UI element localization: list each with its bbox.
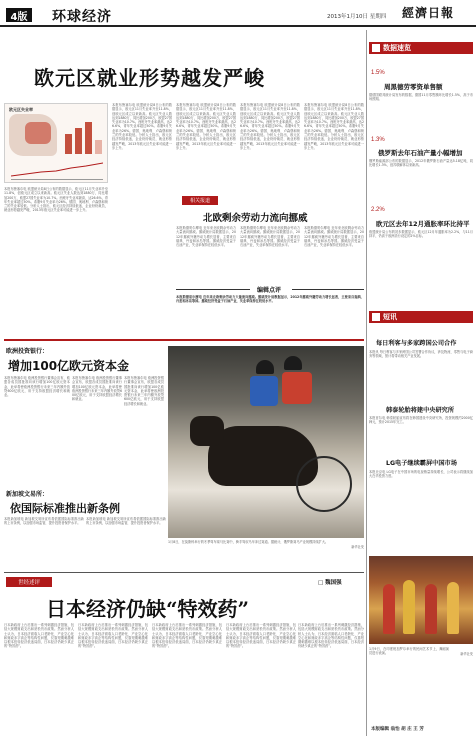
euro-capital-body: 本报布鲁塞尔电 欧洲投资银行董事会宣布，欧盟各成员国批准向该行增加100亿欧元资本金，此举将使欧洲投资银行未来三年内额外放贷600亿欧元，用于支持欧盟经济增长和就业。: [4, 376, 70, 398]
editor-review-body: 本报斯德哥尔摩电 近年来北欧剩余劳动力大量流向挪威。挪威统计局数据显示，2012年挪威外籍劳动力增长显著，主要来自瑞典、丹麦和冰岛等国。挪威经济受益于石油产业，失业率保持在较低水平。: [176, 295, 364, 304]
date-line: 2013年1月10日 星期四: [327, 14, 387, 20]
rider-jacket-2: [282, 372, 312, 404]
line-graphic: [11, 160, 103, 180]
india-photo-credit: 新华社发: [460, 652, 473, 656]
data-brief-icon: [372, 44, 380, 52]
data-item-1-headline: 周黑德劳零资单售额: [384, 83, 443, 91]
data-item-2-headline: 俄罗斯去年石油产量小幅增加: [378, 149, 463, 157]
section-title: 环球经济: [52, 9, 112, 25]
data-brief-title: 数据速览: [383, 44, 411, 52]
horse-head: [190, 416, 224, 446]
data-item-1-body: 据德国联邦统计局发布的数据，德国11月零售额环比增长1.5%，高于市场预期。: [369, 93, 473, 102]
short-item-3-body: 本报北京电 LG电子在中国市场的电视销量持续增长，公司表示将继续加大在华投资力度。: [369, 470, 473, 479]
commentary-body-4: 日本新政府上台后推出一系列刺激经济措施，包括大规模财政支出和宽松货币政策。然而分析人士认为，日本经济面临人口老龄化、产业空心化和财政赤字高企等结构性问题，仅靠短期刺激难以根本扭转经济低迷局面，日本经济仍缺少真正的“特效药”。: [226, 623, 296, 649]
india-dance-photo: [369, 556, 473, 644]
trend-line-icon: [11, 160, 103, 180]
commentary-tag: [6, 577, 52, 587]
bar-graphic-3: [85, 122, 92, 154]
lead-bottom-rule: [4, 339, 364, 341]
commentary-body-2: 日本新政府上台后推出一系列刺激经济措施，包括大规模财政支出和宽松货币政策。然而分析人士认为，日本经济面临人口老龄化、产业空心化和财政赤字高企等结构性问题，仅靠短期刺激难以根本扭转经济低迷局面，日本经济仍缺少真正的“特效药”。: [78, 623, 148, 649]
bar-graphic-1: [65, 134, 72, 154]
bar-graphic-4: [95, 140, 102, 154]
commentary-body-5: 日本新政府上台后推出一系列刺激经济措施，包括大规模财政支出和宽松货币政策。然而分析人士认为，日本经济面临人口老龄化、产业空心化和财政赤字高企等结构性问题，仅靠短期刺激难以根本扭转经济低迷局面，日本经济仍缺少真正的“特效药”。: [298, 623, 364, 649]
rider-helmet-2: [284, 356, 302, 370]
north-europe-body: 本报斯德哥尔摩电 近年来北欧剩余劳动力大量流向挪威。挪威统计局数据显示，2012年挪威外籍劳动力增长显著，主要来自瑞典、丹麦和冰岛等国。挪威经济受益于石油产业，失业率保持在较低水平。: [176, 226, 236, 248]
north-europe-body-3: 本报斯德哥尔摩电 近年来北欧剩余劳动力大量流向挪威。挪威统计局数据显示，2012年挪威外籍劳动力增长显著，主要来自瑞典、丹麦和冰岛等国。挪威经济受益于石油产业，失业率保持在较低水平。: [304, 226, 364, 248]
masthead-rule: [0, 25, 476, 27]
sg-kicker: 新加坡文易所：: [6, 491, 49, 498]
horse-photo-caption: 1月8日，在莫斯科举行的冬季驾车赛马比赛中，骑手驾驭马车冲过赛道。据统计，俄罗斯赛马产业规模持续扩大。: [168, 540, 329, 544]
short-item-1-body: 本报讯 每日利客与多家跨国公司签署合作协议，涉及物流、零售与电子商务等领域，预计将带动相关产业发展。: [369, 350, 473, 359]
data-item-3-headline: 欧元区去年12月通胀率环比持平: [376, 220, 470, 228]
data-item-1-pct: 1.5%: [371, 70, 385, 76]
horse-race-photo: [168, 346, 364, 538]
editor-rule-right: [292, 289, 364, 290]
lead-body-col2: 本报布鲁塞尔电 欧盟统计局8日公布的数据显示，欧元区11月失业率升至11.8%，创欧元区成立以来新高。欧元区失业人数达到1880万，同比增加200万，欧盟27国失业率为10.7%。西班牙失业率最高，达26.6%，青年失业率超过50%。希腊9月失业率为26%。德国、奥地利、卢森堡和荷兰的失业率较低。分析人士指出，欧元区经济持续低迷，企业纷纷裁员，就业形势越发严峻，2013年欧元区失业率可能进一步上升。: [112, 103, 172, 150]
lead-body-col5: 本报布鲁塞尔电 欧盟统计局8日公布的数据显示，欧元区11月失业率升至11.8%，创欧元区成立以来新高。欧元区失业人数达到1880万，同比增加200万，欧盟27国失业率为10.7%。西班牙失业率最高，达26.6%，青年失业率超过50%。希腊9月失业率为26%。德国、奥地利、卢森堡和荷兰的失业率较低。分析人士指出，欧元区经济持续低迷，企业纷纷裁员，就业形势越发严峻，2013年欧元区失业率可能进一步上升。: [304, 103, 364, 150]
data-brief-header: [369, 42, 473, 54]
masthead: [0, 0, 476, 32]
sg-body-2: 本报新加坡电 新加坡交易所宣布将依据国际标准推出新的上市条例，以加强市场监管，提升投资者保护水平。: [86, 517, 166, 526]
lead-infographic: [4, 103, 108, 183]
euro-capital-kicker: 欧洲投资银行：: [6, 348, 49, 355]
main-right-divider: [366, 30, 367, 736]
paper-name: 經濟日報: [402, 6, 455, 20]
short-item-3-headline: LG电子继续霸屏中国市场: [386, 460, 457, 467]
dancer-figure-4: [447, 582, 459, 634]
bar-graphic-2: [75, 128, 82, 154]
short-item-2-body: 本报首尔电 韩泰轮胎宣布将在韩国建设中央研究所，投资规模约2000亿韩元，预计2015年完工。: [369, 416, 473, 425]
commentary-byline: □ 魏国强: [318, 580, 342, 586]
lead-body: 本报布鲁塞尔电 欧盟统计局8日公布的数据显示，欧元区11月失业率升至11.8%，创欧元区成立以来新高。欧元区失业人数达到1880万，同比增加200万，欧盟27国失业率为10.7%。西班牙失业率最高，达26.6%，青年失业率超过50%。希腊9月失业率为26%。德国、奥地利、卢森堡和荷兰的失业率较低。分析人士指出，欧元区经济持续低迷，企业纷纷裁员，就业形势越发严峻，2013年欧元区失业率可能进一步上升。: [4, 187, 108, 213]
map-graphic-b: [25, 122, 51, 144]
lead-headline: 欧元区就业形势越发严峻: [34, 66, 265, 90]
footer-editors: 本版编辑 翁怡 胡 庄 王 芳: [371, 727, 424, 732]
related-tag: 相关报道: [182, 196, 218, 205]
commentary-body: 日本新政府上台后推出一系列刺激经济措施，包括大规模财政支出和宽松货币政策。然而分析人士认为，日本经济面临人口老龄化、产业空心化和财政赤字高企等结构性问题，仅靠短期刺激难以根本扭转经济低迷局面，日本经济仍缺少真正的“特效药”。: [4, 623, 74, 649]
north-europe-body-2: 本报斯德哥尔摩电 近年来北欧剩余劳动力大量流向挪威。挪威统计局数据显示，2012年挪威外籍劳动力增长显著，主要来自瑞典、丹麦和冰岛等国。挪威经济受益于石油产业，失业率保持在较低水平。: [240, 226, 300, 248]
commentary-headline: 日本经济仍缺“特效药”: [46, 597, 250, 621]
editor-review-label: 编辑点评: [257, 287, 282, 294]
sg-headline: 依国际标准推出新条例: [10, 502, 120, 515]
north-europe-headline: 北欧剩余劳动力流向挪威: [203, 213, 308, 224]
data-item-2-pct: 1.3%: [371, 137, 385, 143]
short-item-2-headline: 韩泰轮胎将建中央研究所: [386, 407, 455, 414]
rider-helmet-1: [256, 360, 274, 374]
lead-body-col3: 本报布鲁塞尔电 欧盟统计局8日公布的数据显示，欧元区11月失业率升至11.8%，创欧元区成立以来新高。欧元区失业人数达到1880万，同比增加200万，欧盟27国失业率为10.7%。西班牙失业率最高，达26.6%，青年失业率超过50%。希腊9月失业率为26%。德国、奥地利、卢森堡和荷兰的失业率较低。分析人士指出，欧元区经济持续低迷，企业纷纷裁员，就业形势越发严峻，2013年欧元区失业率可能进一步上升。: [176, 103, 236, 150]
commentary-body-3: 日本新政府上台后推出一系列刺激经济措施，包括大规模财政支出和宽松货币政策。然而分析人士认为，日本经济面临人口老龄化、产业空心化和财政赤字高企等结构性问题，仅靠短期刺激难以根本扭转经济低迷局面，日本经济仍缺少真正的“特效药”。: [152, 623, 222, 649]
euro-capital-body-3: 本报布鲁塞尔电 欧洲投资银行董事会宣布，欧盟各成员国批准向该行增加100亿欧元资本金，此举将使欧洲投资银行未来三年内额外放贷600亿欧元，用于支持欧盟经济增长和就业。: [124, 376, 164, 406]
data-item-2-body: 俄罗斯能源部公布的数据显示，2012年俄罗斯石油产量达5.18亿吨，同比增长1.3%，创苏联解体以来新高。: [369, 159, 473, 168]
commentary-top-rule: [4, 572, 364, 573]
bar-graphic: [63, 118, 103, 154]
horse-photo-credit: 新华社发: [351, 545, 364, 549]
dancer-figure-1: [383, 584, 395, 634]
short-news-title: 短讯: [383, 313, 397, 321]
commentary-tag-label: 世经述评: [17, 580, 40, 586]
rider-jacket-1: [250, 376, 278, 406]
short-item-1-headline: 每日利客与多家跨国公司合作: [376, 340, 457, 347]
infographic-caption: 欧元区失业率: [9, 107, 33, 112]
lead-body-col4: 本报布鲁塞尔电 欧盟统计局8日公布的数据显示，欧元区11月失业率升至11.8%，创欧元区成立以来新高。欧元区失业人数达到1880万，同比增加200万，欧盟27国失业率为10.7%。西班牙失业率最高，达26.6%，青年失业率超过50%。希腊9月失业率为26%。德国、奥地利、卢森堡和荷兰的失业率较低。分析人士指出，欧元区经济持续低迷，企业纷纷裁员，就业形势越发严峻，2013年欧元区失业率可能进一步上升。: [240, 103, 300, 150]
short-news-header: [369, 311, 473, 323]
euro-capital-body-2: 本报布鲁塞尔电 欧洲投资银行董事会宣布，欧盟各成员国批准向该行增加100亿欧元资本金，此举将使欧洲投资银行未来三年内额外放贷600亿欧元，用于支持欧盟经济增长和就业。: [72, 376, 122, 402]
data-item-3-body: 欧盟统计局公布的初步数据显示，欧元区12月年通胀率为2.2%，与11月持平，仍高于欧洲央行设定的2%目标。: [369, 230, 473, 239]
editor-rule-left: [176, 289, 250, 290]
dancer-figure-3: [425, 584, 437, 634]
india-photo-caption: 1月9日，在印度班加罗尔举行的民间艺术节上，舞蹈演员进行表演。: [369, 647, 449, 656]
sg-body: 本报新加坡电 新加坡交易所宣布将依据国际标准推出新的上市条例，以加强市场监管，提升投资者保护水平。: [4, 517, 84, 526]
data-item-3-pct: 2.2%: [371, 207, 385, 213]
sulky-wheel: [296, 456, 352, 512]
page-number-badge: 4版: [6, 8, 32, 22]
short-news-icon: [372, 313, 380, 321]
euro-capital-headline: 增加100亿欧元资本金: [8, 359, 130, 373]
dancer-figure-2: [403, 580, 415, 634]
